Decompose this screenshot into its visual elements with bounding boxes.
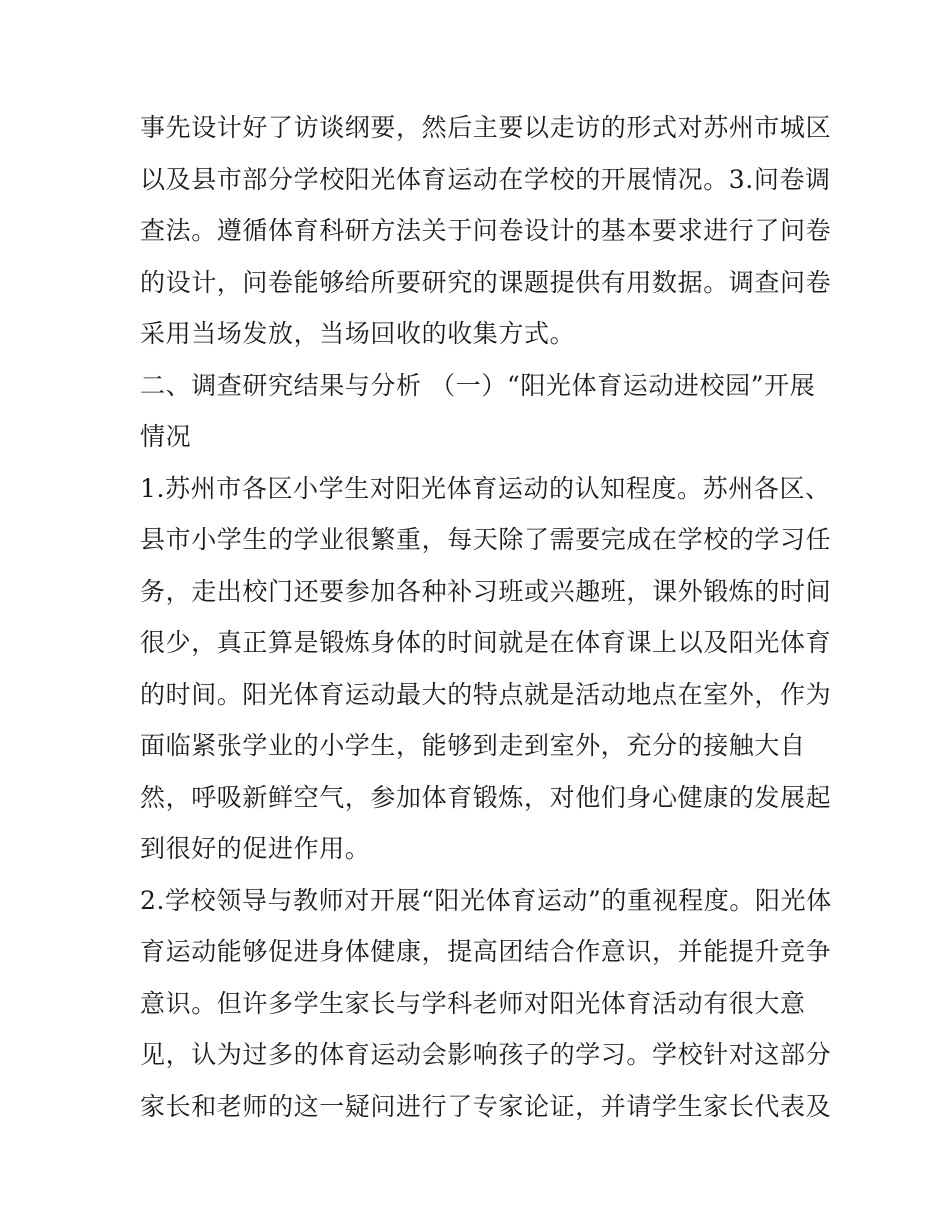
text-line: 见，认为过多的体育运动会影响孩子的学习。学校针对这部分 xyxy=(140,1040,832,1069)
text-line: 务，走出校门还要参加各种补习班或兴趣班，课外锻炼的时间 xyxy=(140,576,832,606)
text-line: 意识。但许多学生家长与学科老师对阳光体育活动有很大意 xyxy=(140,988,806,1018)
text-line: 采用当场发放，当场回收的收集方式。 xyxy=(140,319,576,348)
text-line: 然，呼吸新鲜空气，参加体育锻炼，对他们身心健康的发展起 xyxy=(140,782,832,812)
text-line: 育运动能够促进身体健康，提高团结合作意识，并能提升竞争 xyxy=(140,937,832,966)
section-heading-line: 二、调查研究结果与分析 （一）“阳光体育运动进校园”开展 xyxy=(140,370,816,400)
body-text xyxy=(140,102,832,1132)
text-line: 事先设计好了访谈纲要，然后主要以走访的形式对苏州市城区 xyxy=(140,113,832,142)
text-line: 县市小学生的学业很繁重，每天除了需要完成在学校的学习任 xyxy=(140,525,832,554)
text-line: 1.苏州市各区小学生对阳光体育运动的认知程度。苏州各区、 xyxy=(140,473,831,503)
text-line: 很少，真正算是锻炼身体的时间就是在体育课上以及阳光体育 xyxy=(140,628,832,657)
text-line: 查法。遵循体育科研方法关于问卷设计的基本要求进行了问卷 xyxy=(140,216,832,245)
section-heading-line: 情况 xyxy=(140,422,192,451)
text-line: 2.学校领导与教师对开展“阳光体育运动”的重视程度。阳光体 xyxy=(140,885,832,915)
text-line: 家长和老师的这一疑问进行了专家论证，并请学生家长代表及 xyxy=(140,1091,832,1121)
text-line: 以及县市部分学校阳光体育运动在学校的开展情况。3.问卷调 xyxy=(140,164,831,194)
text-line: 的时间。阳光体育运动最大的特点就是活动地点在室外，作为 xyxy=(140,679,832,709)
text-line: 到很好的促进作用。 xyxy=(140,834,371,863)
text-line: 面临紧张学业的小学生，能够到走到室外，充分的接触大自 xyxy=(140,731,806,760)
text-line: 的设计，问卷能够给所要研究的课题提供有用数据。调查问卷 xyxy=(140,267,832,297)
